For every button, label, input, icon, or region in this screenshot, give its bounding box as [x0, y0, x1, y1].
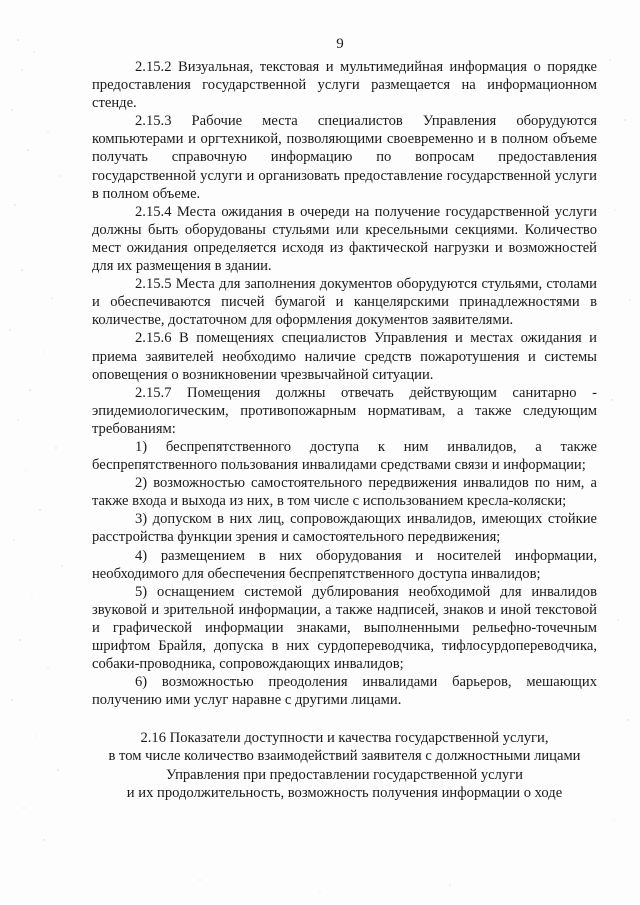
section-heading-line: в том числе количество взаимодействий заявителя с должностными лицами	[108, 748, 581, 765]
paragraph-2-15-5: 2.15.5 Места для заполнения документов оборудуются стульями, столами и обеспечиваются писчей бумагой и канцелярскими принадлежностями в количестве, достаточном для оформления документов заявителями.	[92, 276, 597, 329]
list-item-4: 4) размещением в них оборудования и носителей информации, необходимого для обеспечения беспрепятственного доступа инвалидов;	[92, 547, 597, 582]
list-item-2: 2) возможностью самостоятельного передвижения инвалидов по ним, а также входа и выхода из них, в том числе с использованием кресла-коляски;	[92, 475, 597, 510]
list-item-3: 3) допуском в них лиц, сопровождающих инвалидов, имеющих стойкие расстройства функции зрения и самостоятельного передвижения;	[92, 511, 597, 546]
section-heading-line: и их продолжительность, возможность получения информации о ходе	[126, 784, 563, 801]
section-heading-2-16	[92, 729, 597, 801]
document-body	[92, 58, 597, 802]
list-item-1: 1) беспрепятственного доступа к ним инвалидов, а также беспрепятственного пользования инвалидами средствами связи и информации;	[92, 438, 597, 474]
list-item-6: 6) возможностью преодоления инвалидами барьеров, мешающих получению ими услуг наравне с другими лицами.	[92, 674, 597, 709]
section-heading-line: Управления при предоставлении государственной услуги	[166, 766, 523, 783]
paragraph-2-15-6: 2.15.6 В помещениях специалистов Управления и местах ожидания и приема заявителей необходимо наличие средств пожаротушения и системы оповещения о возникновении чрезвычайной ситуации.	[92, 330, 597, 383]
paragraph-2-15-2: 2.15.2 Визуальная, текстовая и мультимедийная информация о порядке предоставления государственной услуги размещается на информационном стенде.	[92, 59, 597, 112]
section-heading-line: 2.16 Показатели доступности и качества государственной услуги,	[140, 730, 549, 747]
list-item-5: 5) оснащением системой дублирования необходимой для инвалидов звуковой и зрительной информации, а также надписей, знаков и иной текстовой и графической информации знаками, выполненными рельефно-точечным шрифтом Брайля, допуска в них сурдопереводчика, тифлосурдопереводчика, собаки-проводника, сопровождающих инвалидов;	[92, 583, 597, 673]
page-number: 9	[336, 36, 344, 52]
paragraph-2-15-4: 2.15.4 Места ожидания в очереди на получение государственной услуги должны быть оборудованы стульями или кресельными секциями. Количество мест ожидания определяется исходя из фактической нагрузки и возможностей для их размещения в здании.	[92, 203, 597, 275]
paragraph-2-15-3: 2.15.3 Рабочие места специалистов Управления оборудуются компьютерами и оргтехникой, позволяющими своевременно и в полном объеме получать справочную информацию по вопросам предоставления государственной услуги и организовать предоставление государственной услуги в полном объеме.	[92, 113, 597, 202]
paragraph-2-15-7: 2.15.7 Помещения должны отвечать действующим санитарно - эпидемиологическим, противопожарным нормативам, а также следующим требованиям:	[92, 384, 597, 437]
